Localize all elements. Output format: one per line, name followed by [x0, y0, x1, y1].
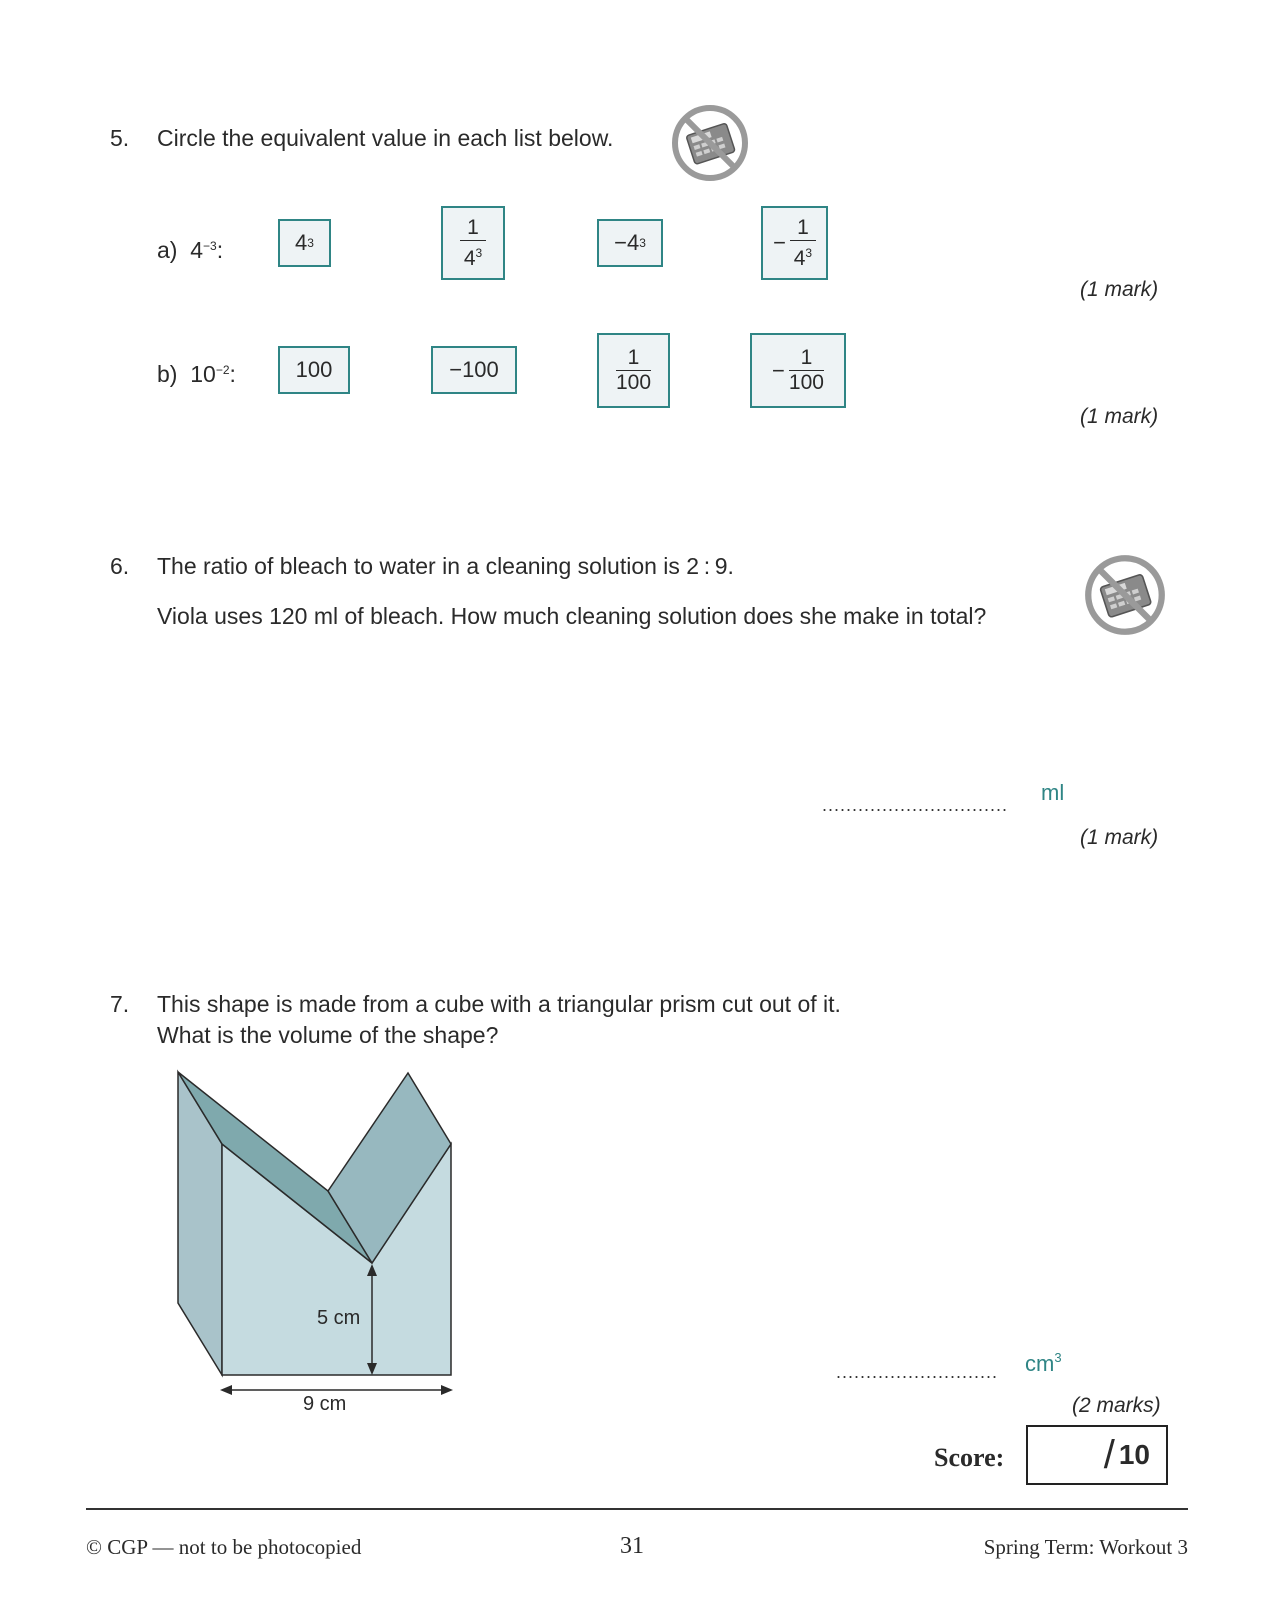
score-total: 10 [1118, 1439, 1150, 1470]
q5a-option-4[interactable]: − $\frac{1}{4^3}$ [761, 206, 828, 280]
q6-line1: The ratio of bleach to water in a cleaning solution is 2 : 9. [157, 553, 734, 579]
q5b-option-1[interactable]: 100 [278, 346, 350, 394]
footer-section: Spring Term: Workout 3 [983, 1535, 1188, 1559]
q5b-option-2[interactable]: −100 [431, 346, 517, 394]
q5a-option-3[interactable]: − 4 3 [597, 219, 663, 267]
q5a-option-1[interactable]: 4 3 [278, 219, 331, 267]
q5b-option-3[interactable]: $\frac{1}{100}$ [597, 333, 670, 408]
page-number: 31 [620, 1533, 644, 1559]
q5a-label: a) $4^{-3}$: [157, 237, 224, 263]
q5a-mark: (1 mark) [1080, 278, 1159, 301]
q6-mark: (1 mark) [1080, 826, 1159, 849]
score-label: Score: [934, 1443, 1005, 1472]
q6-number: 6. [110, 553, 130, 579]
q6-line2: Viola uses 120 ml of bleach. How much cleaning solution does she make in total? [157, 603, 987, 629]
q6-answer-line[interactable]: ............................... [822, 795, 1009, 815]
q5b-option-4[interactable]: − $\frac{1}{100}$ [750, 333, 846, 408]
q7-line2: What is the volume of the shape? [157, 1022, 499, 1048]
q7-line1: This shape is made from a cube with a triangular prism cut out of it. [157, 991, 841, 1017]
q7-unit: $cm^3$ [1025, 1350, 1062, 1376]
score-box[interactable] [1026, 1425, 1168, 1485]
width-label: 9 cm [303, 1393, 347, 1415]
q5-text: Circle the equivalent value in each list below. [157, 125, 614, 151]
footer-copyright: © CGP — not to be photocopied [86, 1535, 362, 1559]
q7-mark: (2 marks) [1072, 1394, 1161, 1417]
no-calculator-icon [1083, 553, 1167, 637]
prism-cut-cube-diagram [0, 0, 520, 1440]
q5b-mark: (1 mark) [1080, 405, 1159, 428]
footer-divider [86, 1508, 1188, 1510]
height-label: 5 cm [317, 1307, 361, 1329]
q5-number: 5. [110, 125, 130, 151]
q7-answer-line[interactable]: ........................... [836, 1362, 999, 1382]
q6-unit: ml [1041, 780, 1065, 805]
q7-number: 7. [110, 991, 130, 1017]
q5a-option-2[interactable]: $\frac{1}{4^3}$ [441, 206, 505, 280]
score-slash: / [1103, 1432, 1115, 1477]
no-calculator-icon [670, 103, 750, 183]
q5b-label: b) $10^{-2}$: [157, 361, 236, 387]
